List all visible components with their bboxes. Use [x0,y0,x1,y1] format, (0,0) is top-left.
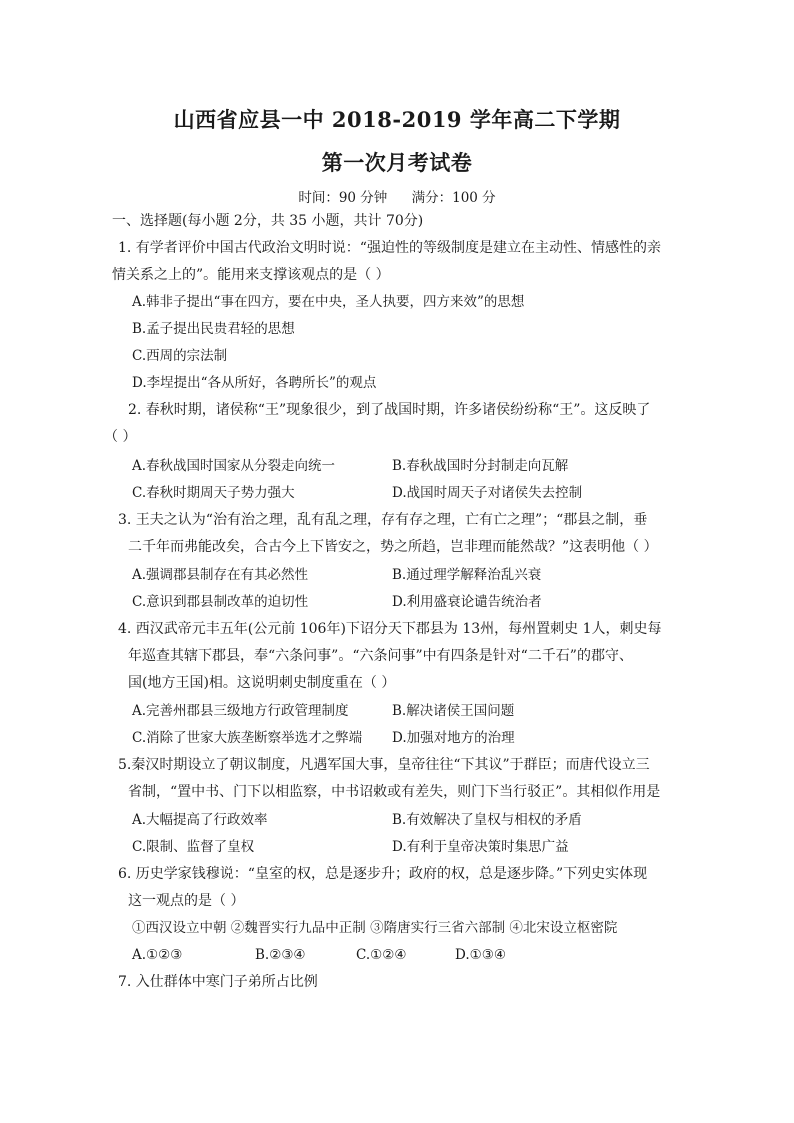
q1-option-b: B.孟子提出民贵君轻的思想 [132,321,295,337]
q3-option-a: A.强调郡县制存在有其必然性 [132,567,309,583]
q5-option-d: D.有利于皇帝决策时集思广益 [392,839,569,855]
q5-option-c: C.限制、监督了皇权 [132,839,255,855]
q5-line2: 省制，“置中书、门下以相监察，中书诏敕或有差失，则门下当行驳正”。其相似作用是 [128,784,661,800]
q3-option-d: D.利用盛衰论谴告统治者 [392,594,542,610]
q2-line2: （ ） [104,429,137,445]
q6-option-a: A.①②③ [132,947,183,963]
exam-title: 山西省应县一中 2018-2019 学年高二下学期 [173,107,621,132]
q6-line2: 这一观点的是（ ） [128,893,245,909]
q5-option-a: A.大幅提高了行政效率 [132,812,268,828]
exam-time: 时间：90 分钟 [298,190,388,206]
q7-line1: 7. 入仕群体中寒门子弟所占比例 [118,974,318,990]
q6-statements: ①西汉设立中朝 ②魏晋实行九品中正制 ③隋唐实行三省六部制 ④北宋设立枢密院 [132,920,618,936]
q3-line1: 3. 王夫之认为“治有治之理，乱有乱之理，存有存之理，亡有亡之理”；“郡县之制，垂 [118,512,648,528]
q1-line2: 情关系之上的”。能用来支撑该观点的是（ ） [112,267,390,283]
q2-option-a: A.春秋战国时国家从分裂走向统一 [132,458,336,474]
q4-line3: 国(地方王国)相。这说明刺史制度重在（ ） [128,675,396,691]
q1-option-a: A.韩非子提出“事在四方，要在中央，圣人执要，四方来效”的思想 [132,294,525,310]
q5-option-b: B.有效解决了皇权与相权的矛盾 [392,812,582,828]
q2-line1: 2. 春秋时期，诸侯称“王”现象很少，到了战国时期，许多诸侯纷纷称“王”。这反映了 [128,402,651,418]
q3-option-b: B.通过理学解释治乱兴衰 [392,567,542,583]
q2-option-c: C.春秋时期周天子势力强大 [132,485,295,501]
exam-meta [0,186,794,206]
q4-option-b: B.解决诸侯王国问题 [392,703,515,719]
section-heading: 一、选择题(每小题 2分，共 35 小题，共计 70分) [112,213,424,229]
exam-subtitle: 第一次月考试卷 [321,150,473,175]
q4-option-c: C.消除了世家大族垄断察举选才之弊端 [132,730,363,746]
q2-option-d: D.战国时周天子对诸侯失去控制 [392,485,583,501]
q6-line1: 6. 历史学家钱穆说：“皇室的权，总是逐步升；政府的权，总是逐步降。”下列史实体现 [118,866,648,882]
q6-option-b: B.②③④ [255,947,306,963]
q3-option-c: C.意识到郡县制改革的迫切性 [132,594,309,610]
q1-option-d: D.李埕提出“各从所好，各聘所长”的观点 [132,375,377,391]
q2-option-b: B.春秋战国时分封制走向瓦解 [392,458,569,474]
q4-option-d: D.加强对地方的治理 [392,730,515,746]
q4-line2: 年巡查其辖下郡县，奉“六条问事”。“六条问事”中有四条是针对“二千石”的郡守、 [128,648,633,664]
exam-score: 满分：100 分 [411,190,496,206]
q1-line1: 1. 有学者评价中国古代政治文明时说：“强迫性的等级制度是建立在主动性、情感性的亲 [118,240,661,256]
q6-option-d: D.①③④ [455,947,506,963]
q6-option-c: C.①②④ [356,947,407,963]
q4-line1: 4. 西汉武帝元丰五年(公元前 106年)下诏分天下郡县为 13州，每州置刺史 1人，刺史每 [118,621,662,637]
q5-line1: 5.秦汉时期设立了朝议制度，凡遇军国大事，皇帝往往“下其议”于群臣；而唐代设立三 [118,757,650,773]
q3-line2: 二千年而弗能改矣，合古今上下皆安之，势之所趋，岂非理而能然哉？”这表明他（ ） [128,539,658,555]
q1-option-c: C.西周的宗法制 [132,348,228,364]
q4-option-a: A.完善州郡县三级地方行政管理制度 [132,703,349,719]
